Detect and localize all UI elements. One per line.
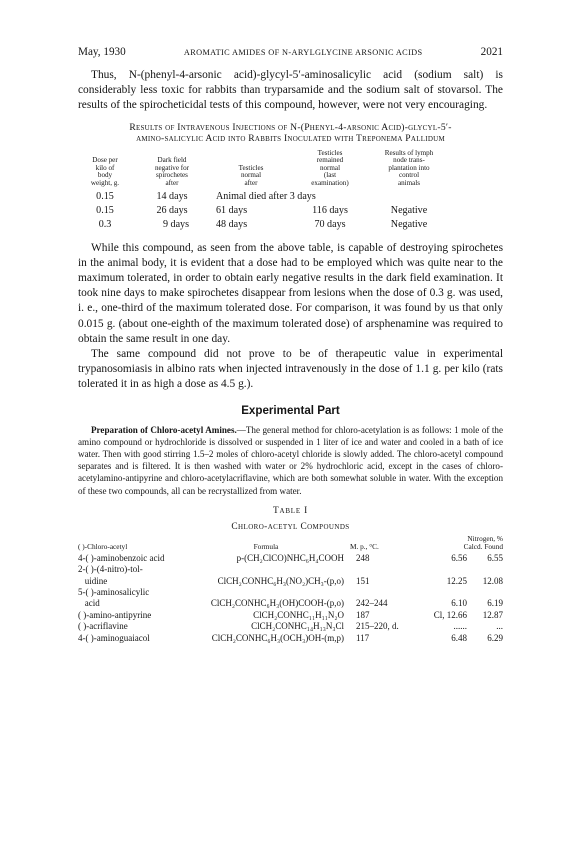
header-formula: Formula: [253, 541, 279, 551]
header-mp: M. p., °C.: [350, 541, 379, 551]
cell-formula: ClCH₂CONHC₁₄H₁₃N₃Cl: [251, 621, 344, 632]
cell-testicles-remained: 116 days: [312, 204, 348, 216]
cell-mp: 215–220, d.: [356, 621, 399, 632]
cell-found: 6.29: [487, 632, 503, 643]
cell-formula: [182, 564, 350, 575]
cell-compound: 5-( )-aminosalicylic: [78, 587, 150, 598]
table-row: [78, 598, 503, 609]
cell-dose: 0.3: [98, 218, 112, 230]
cell-found: 6.55: [487, 552, 503, 563]
cell-calcd: 6.48: [451, 632, 467, 643]
cell-mp: [350, 564, 422, 575]
cell-mp: 187: [356, 609, 370, 620]
cell-dark-field: 26 days: [156, 204, 188, 216]
section-heading: Experimental Part: [241, 403, 340, 417]
paragraph-discussion: While this compound, as seen from the above table, is capable of destroying spirochetes in the animal body, it is evident that a dose had to be employed which was quite near to the maximum tolerated, in order to obtain early negative results in the dark field examination. It took nine days to make spirochetes disappear from lesions when the dose of 0.3 g. was used, i. e., one-third of the maximum tolerated dose. For comparison, it was found by us that only 0.015 g. (about one-eighth of the maximum tolerated dose) of arsphenamine was required to obtain the same result in one day.: [78, 241, 503, 345]
header-nitrogen-label: Nitrogen, %: [467, 533, 503, 543]
cell-formula: ClCH₂CONHC₆H₃(OH)COOH-(p,o): [210, 598, 344, 609]
cell-testicles-remained: 70 days: [314, 218, 346, 230]
header-lymph-node: Results of lymph node trans- plantation into control animals: [384, 148, 434, 187]
cell-result: Negative: [390, 204, 428, 216]
header-nitrogen: [422, 535, 503, 553]
table-row: [78, 553, 503, 564]
cell-dose: 0.15: [96, 190, 114, 202]
cell-mp: 242–244: [356, 598, 388, 609]
cell-testicles-normal: 48 days: [216, 218, 248, 230]
cell-calcd: ......: [453, 621, 467, 632]
table1-header-row: [78, 535, 503, 553]
cell-found: 12.87: [482, 609, 503, 620]
cell-compound: ( )-amino-antipyrine: [78, 609, 152, 620]
table-row: [78, 621, 503, 632]
cell-result: Negative: [390, 218, 428, 230]
cell-compound: ( )-acriflavine: [78, 621, 128, 632]
cell-compound: 4-( )-aminobenzoic acid: [78, 552, 165, 563]
cell-dark-field: 14 days: [156, 190, 188, 202]
table1-label: Table I: [272, 505, 309, 516]
results-header-row: [78, 150, 448, 190]
header-testicles-remained: Testicles remained normal (last examination): [311, 148, 349, 187]
cell-calcd: Cl, 12.66: [433, 609, 467, 620]
table-row: [78, 587, 503, 598]
header-date: May, 1930: [78, 46, 126, 58]
cell-calcd: 6.10: [451, 598, 467, 609]
cell-compound: acid: [78, 598, 100, 609]
cell-animal-died: Animal died after 3 days: [216, 190, 316, 202]
cell-formula: ClCH₂CONHC₆H₃(OCH₃)OH-(m,p): [211, 632, 344, 643]
paragraph-trypanosomiasis: The same compound did not prove to be of therapeutic value in experimental trypanosomiasis in albino rats when injected intravenously in the dose of 1.1 g. per kilo (rats tolerated it in as high a dose as 4.5 g.).: [78, 348, 503, 391]
results-table-caption: [78, 122, 503, 145]
header-dose: Dose per kilo of body weight, g.: [90, 156, 120, 187]
preparation-text: —The general method for chloro-acetylation is as follows: 1 mole of the amino compound or hydrochloride is dissolved or suspended in 1 liter of ice and water and cooled in a bath of ice water. Then with good stirring 1.5–2 moles of chloro-acetyl chloride is slowly added. The chloro-acetyl compound separates and is filtered. It is then washed with water or 2% hydrochloric acid, except in the cases of chloro-acetylamino-antipyrine and chloro-acetylacriflavine, which are both somewhat soluble in water. With the exception of these two compounds, all can be recrystallized from water.: [78, 424, 503, 496]
table1-title: Chloro-acetyl Compounds: [231, 521, 350, 532]
cell-formula: p-(CH₂ClCO)NHC₆H₄COOH: [236, 552, 344, 563]
page-header: [78, 46, 503, 58]
table-row: [78, 610, 503, 621]
table-row: [78, 204, 448, 218]
results-caption-line1: Results of Intravenous Injections of N-(Phenyl-4-arsonic Acid)-glycyl-5′-: [129, 121, 452, 133]
cell-found: 6.19: [487, 598, 503, 609]
table-row: [78, 190, 448, 204]
table-row: [78, 633, 503, 644]
cell-mp: 151: [356, 575, 370, 586]
preparation-paragraph: [78, 424, 503, 497]
cell-compound: uidine: [78, 575, 108, 586]
journal-page: [78, 46, 503, 644]
cell-formula: [182, 587, 350, 598]
cell-dose: 0.15: [96, 204, 114, 216]
cell-found: 12.08: [482, 575, 503, 586]
paragraph-toxicity: Thus, N-(phenyl-4-arsonic acid)-glycyl-5′-aminosalicylic acid (sodium salt) is considerably less toxic for rabbits than tryparsamide and the sodium salt of stovarsol. The results of the spirocheticidal tests of this compound, however, were not very encouraging.: [78, 69, 503, 112]
cell-formula: ClCH₂CONHC₆H₃(NO₂)CH₃-(p,o): [217, 575, 344, 586]
cell-compound: 4-( )-aminoguaiacol: [78, 632, 150, 643]
header-testicles-normal: Testicles normal after: [238, 163, 264, 187]
table1-body: [78, 553, 503, 644]
table-row: [78, 564, 503, 575]
page-number: 2021: [480, 46, 503, 58]
cell-dark-field: 9 days: [162, 218, 190, 230]
cell-mp: 117: [356, 632, 370, 643]
preparation-title: Preparation of Chloro-acetyl Amines.: [91, 424, 237, 435]
cell-calcd: 12.25: [446, 575, 467, 586]
results-caption-line2: amino-salicylic Acid into Rabbits Inoculated with Treponema Pallidum: [136, 133, 445, 145]
running-title: AROMATIC AMIDES OF N-ARYLGLYCINE ARSONIC ACIDS: [183, 48, 423, 57]
cell-compound: 2-( )-(4-nitro)-tol-: [78, 564, 143, 575]
cell-testicles-normal: 61 days: [216, 204, 248, 216]
cell-found: [467, 587, 503, 598]
table-row: [78, 218, 448, 232]
chloro-acetyl-table: [78, 535, 503, 644]
header-compound: ( )-Chloro-acetyl: [78, 541, 128, 551]
cell-mp: [350, 587, 422, 598]
cell-formula: ClCH₂CONHC₁₁H₁₁N₂O: [253, 609, 344, 620]
cell-calcd: 6.56: [451, 552, 467, 563]
header-dark-field: Dark field negative for spirochetes after: [154, 156, 190, 187]
table-row: [78, 576, 503, 587]
results-table: [78, 150, 448, 232]
cell-found: ...: [496, 621, 503, 632]
header-calcd-found: Calcd. Found: [463, 541, 503, 551]
cell-calcd: [422, 587, 467, 598]
cell-calcd: [422, 564, 467, 575]
cell-mp: 248: [356, 552, 370, 563]
cell-found: [467, 564, 503, 575]
